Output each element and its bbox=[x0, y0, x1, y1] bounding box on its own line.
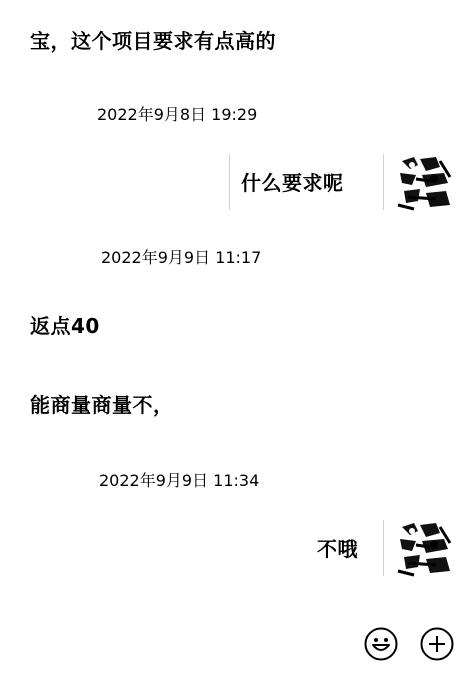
message-sent[interactable]: 不哦 bbox=[317, 537, 358, 561]
bubble-edge bbox=[229, 154, 230, 210]
plus-icon bbox=[420, 627, 454, 661]
avatar-image bbox=[396, 519, 454, 577]
add-button[interactable] bbox=[420, 627, 454, 661]
emoji-button[interactable] bbox=[364, 627, 398, 661]
emoji-icon bbox=[364, 627, 398, 661]
message-received[interactable]: 能商量商量不， bbox=[30, 393, 174, 417]
message-received[interactable]: 宝，这个项目要求有点高的 bbox=[30, 29, 276, 53]
avatar-image bbox=[396, 153, 454, 211]
avatar[interactable] bbox=[396, 153, 454, 211]
bubble-edge bbox=[383, 520, 384, 576]
message-sent[interactable]: 什么要求呢 bbox=[241, 171, 344, 195]
timestamp: 2022年9月8日 19:29 bbox=[97, 105, 258, 124]
timestamp: 2022年9月9日 11:17 bbox=[101, 248, 262, 267]
timestamp: 2022年9月9日 11:34 bbox=[99, 471, 260, 490]
avatar[interactable] bbox=[396, 519, 454, 577]
message-received[interactable]: 返点40 bbox=[30, 314, 100, 338]
bubble-edge bbox=[383, 154, 384, 210]
